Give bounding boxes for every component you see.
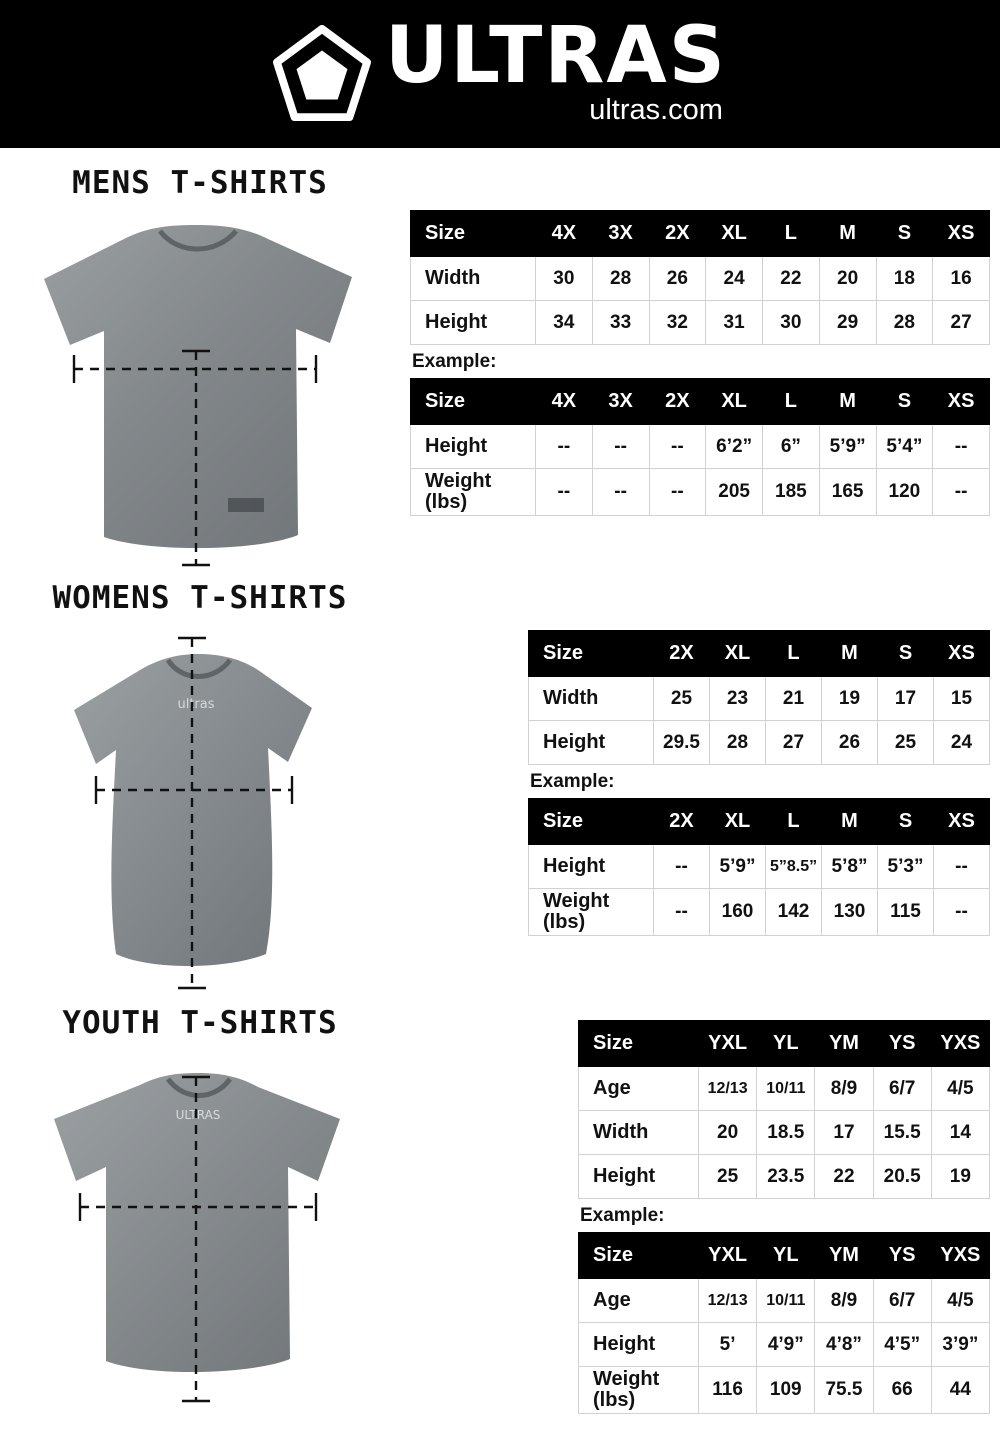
col-2x: 2X <box>654 631 710 677</box>
cell: 6/7 <box>873 1279 931 1323</box>
cell: 20 <box>819 257 876 301</box>
col-l: L <box>763 211 820 257</box>
womens-tshirt-illustration <box>0 630 400 1000</box>
cell: -- <box>592 425 649 469</box>
cell: 28 <box>592 257 649 301</box>
brand-name: ULTRAS <box>385 11 727 102</box>
table-header-row <box>579 1021 990 1067</box>
col-m: M <box>819 211 876 257</box>
cell: 44 <box>931 1367 989 1414</box>
cell: 18.5 <box>757 1111 815 1155</box>
row-label: Height <box>529 845 654 889</box>
table-row <box>411 469 990 516</box>
brand-lockup <box>273 11 727 127</box>
row-label: Height <box>529 721 654 765</box>
col-3x: 3X <box>592 211 649 257</box>
col-size: Size <box>529 631 654 677</box>
cell: 29 <box>819 301 876 345</box>
cell: 16 <box>933 257 990 301</box>
table-header-row <box>411 379 990 425</box>
cell: 12/13 <box>699 1067 757 1111</box>
cell: 24 <box>934 721 990 765</box>
col-size: Size <box>529 799 654 845</box>
col-xs: XS <box>933 379 990 425</box>
col-xs: XS <box>933 211 990 257</box>
cell: 109 <box>757 1367 815 1414</box>
col-l: L <box>763 379 820 425</box>
col-xs: XS <box>934 631 990 677</box>
cell: -- <box>654 845 710 889</box>
cell: 10/11 <box>757 1279 815 1323</box>
cell: 8/9 <box>815 1067 873 1111</box>
col-yl: YL <box>757 1233 815 1279</box>
table-row <box>411 257 990 301</box>
cell: 66 <box>873 1367 931 1414</box>
cell: 34 <box>536 301 593 345</box>
col-ym: YM <box>815 1021 873 1067</box>
col-2x: 2X <box>649 211 706 257</box>
cell: -- <box>934 889 990 936</box>
row-label: Age <box>579 1067 699 1111</box>
cell: 23.5 <box>757 1155 815 1199</box>
table-mens-size <box>410 210 990 345</box>
row-label: Weight (lbs) <box>529 889 654 936</box>
cell: 120 <box>876 469 933 516</box>
svg-text:ULTRAS: ULTRAS <box>175 1108 221 1122</box>
cell: 5”8.5” <box>766 845 822 889</box>
cell: 27 <box>933 301 990 345</box>
youth-tshirt-illustration <box>0 1055 400 1415</box>
cell: 25 <box>699 1155 757 1199</box>
col-s: S <box>876 379 933 425</box>
col-xl: XL <box>710 799 766 845</box>
cell: 160 <box>710 889 766 936</box>
cell: 5’8” <box>822 845 878 889</box>
cell: 14 <box>931 1111 989 1155</box>
col-ym: YM <box>815 1233 873 1279</box>
cell: 15 <box>934 677 990 721</box>
cell: 27 <box>766 721 822 765</box>
col-l: L <box>766 799 822 845</box>
col-s: S <box>876 211 933 257</box>
cell: 5’9” <box>710 845 766 889</box>
cell: 185 <box>763 469 820 516</box>
row-label: Height <box>579 1155 699 1199</box>
table-row <box>579 1279 990 1323</box>
col-ys: YS <box>873 1021 931 1067</box>
cell: 32 <box>649 301 706 345</box>
table-youth-size <box>578 1020 990 1199</box>
cell: 20 <box>699 1111 757 1155</box>
cell: 19 <box>822 677 878 721</box>
row-label: Weight (lbs) <box>579 1367 699 1414</box>
col-ys: YS <box>873 1233 931 1279</box>
page-header <box>0 0 1000 148</box>
cell: 21 <box>766 677 822 721</box>
col-size: Size <box>411 211 536 257</box>
table-row <box>529 889 990 936</box>
table-row <box>579 1067 990 1111</box>
cell: 5’ <box>699 1323 757 1367</box>
table-header-row <box>529 631 990 677</box>
cell: 165 <box>819 469 876 516</box>
cell: 5’3” <box>878 845 934 889</box>
example-label-youth: Example: <box>580 1205 665 1226</box>
row-label: Height <box>411 425 536 469</box>
cell: -- <box>536 425 593 469</box>
cell: 116 <box>699 1367 757 1414</box>
cell: 19 <box>931 1155 989 1199</box>
cell: 23 <box>710 677 766 721</box>
cell: 22 <box>815 1155 873 1199</box>
cell: -- <box>649 425 706 469</box>
col-xl: XL <box>710 631 766 677</box>
cell: 17 <box>878 677 934 721</box>
section-title-mens: MENS T-SHIRTS <box>72 165 328 201</box>
cell: 205 <box>706 469 763 516</box>
table-row <box>529 845 990 889</box>
col-4x: 4X <box>536 211 593 257</box>
col-m: M <box>819 379 876 425</box>
cell: 5’4” <box>876 425 933 469</box>
table-row <box>411 301 990 345</box>
table-womens-size <box>528 630 990 765</box>
row-label: Age <box>579 1279 699 1323</box>
col-l: L <box>766 631 822 677</box>
col-3x: 3X <box>592 379 649 425</box>
table-womens-example <box>528 798 990 936</box>
cell: 6’2” <box>706 425 763 469</box>
cell: 142 <box>766 889 822 936</box>
table-header-row <box>579 1233 990 1279</box>
table-row <box>579 1111 990 1155</box>
table-header-row <box>529 799 990 845</box>
table-row <box>579 1367 990 1414</box>
cell: 75.5 <box>815 1367 873 1414</box>
cell: 4’8” <box>815 1323 873 1367</box>
table-row <box>579 1323 990 1367</box>
cell: 29.5 <box>654 721 710 765</box>
col-m: M <box>822 631 878 677</box>
table-youth-example <box>578 1232 990 1414</box>
col-m: M <box>822 799 878 845</box>
cell: 18 <box>876 257 933 301</box>
table-header-row <box>411 211 990 257</box>
section-womens-art <box>0 580 400 1000</box>
col-yxs: YXS <box>931 1233 989 1279</box>
table-mens-example <box>410 378 990 516</box>
mens-tshirt-illustration <box>0 215 400 575</box>
cell: 30 <box>536 257 593 301</box>
cell: 6/7 <box>873 1067 931 1111</box>
cell: 12/13 <box>699 1279 757 1323</box>
col-size: Size <box>579 1233 699 1279</box>
section-mens-art <box>0 165 400 575</box>
col-size: Size <box>411 379 536 425</box>
cell: 33 <box>592 301 649 345</box>
section-youth-art <box>0 1005 400 1415</box>
cell: 15.5 <box>873 1111 931 1155</box>
col-s: S <box>878 799 934 845</box>
cell: 5’9” <box>819 425 876 469</box>
cell: 30 <box>763 301 820 345</box>
example-label-mens: Example: <box>412 351 497 372</box>
table-row <box>529 677 990 721</box>
col-yxs: YXS <box>931 1021 989 1067</box>
cell: 3’9” <box>931 1323 989 1367</box>
col-2x: 2X <box>649 379 706 425</box>
table-row <box>579 1155 990 1199</box>
table-row <box>529 721 990 765</box>
cell: 28 <box>876 301 933 345</box>
cell: 25 <box>654 677 710 721</box>
cell: 20.5 <box>873 1155 931 1199</box>
section-title-womens: WOMENS T-SHIRTS <box>52 580 348 616</box>
section-youth-tables <box>578 1020 990 1414</box>
table-row <box>411 425 990 469</box>
cell: 10/11 <box>757 1067 815 1111</box>
cell: 22 <box>763 257 820 301</box>
brand-url: ultras.com <box>589 93 723 126</box>
cell: 4’5” <box>873 1323 931 1367</box>
cell: -- <box>934 845 990 889</box>
row-label: Width <box>529 677 654 721</box>
col-4x: 4X <box>536 379 593 425</box>
example-label-womens: Example: <box>530 771 615 792</box>
cell: 17 <box>815 1111 873 1155</box>
section-womens-tables <box>528 630 990 936</box>
col-yxl: YXL <box>699 1021 757 1067</box>
cell: 28 <box>710 721 766 765</box>
row-label: Width <box>411 257 536 301</box>
row-label: Width <box>579 1111 699 1155</box>
section-title-youth: YOUTH T-SHIRTS <box>62 1005 338 1041</box>
col-size: Size <box>579 1021 699 1067</box>
col-yl: YL <box>757 1021 815 1067</box>
cell: 26 <box>649 257 706 301</box>
section-mens-tables <box>410 210 990 516</box>
row-label: Height <box>411 301 536 345</box>
cell: 4’9” <box>757 1323 815 1367</box>
cell: 31 <box>706 301 763 345</box>
cell: 8/9 <box>815 1279 873 1323</box>
cell: 130 <box>822 889 878 936</box>
cell: -- <box>649 469 706 516</box>
cell: -- <box>933 425 990 469</box>
col-xl: XL <box>706 211 763 257</box>
cell: 4/5 <box>931 1067 989 1111</box>
cell: -- <box>933 469 990 516</box>
col-xl: XL <box>706 379 763 425</box>
cell: -- <box>654 889 710 936</box>
cell: -- <box>536 469 593 516</box>
cell: 26 <box>822 721 878 765</box>
cell: 115 <box>878 889 934 936</box>
pentagon-logo-icon <box>273 25 371 123</box>
row-label: Weight (lbs) <box>411 469 536 516</box>
cell: 4/5 <box>931 1279 989 1323</box>
col-xs: XS <box>934 799 990 845</box>
row-label: Height <box>579 1323 699 1367</box>
cell: 24 <box>706 257 763 301</box>
brand-text <box>385 11 727 127</box>
cell: -- <box>592 469 649 516</box>
cell: 6” <box>763 425 820 469</box>
svg-text:ultras: ultras <box>177 697 215 712</box>
cell: 25 <box>878 721 934 765</box>
col-2x: 2X <box>654 799 710 845</box>
col-s: S <box>878 631 934 677</box>
col-yxl: YXL <box>699 1233 757 1279</box>
